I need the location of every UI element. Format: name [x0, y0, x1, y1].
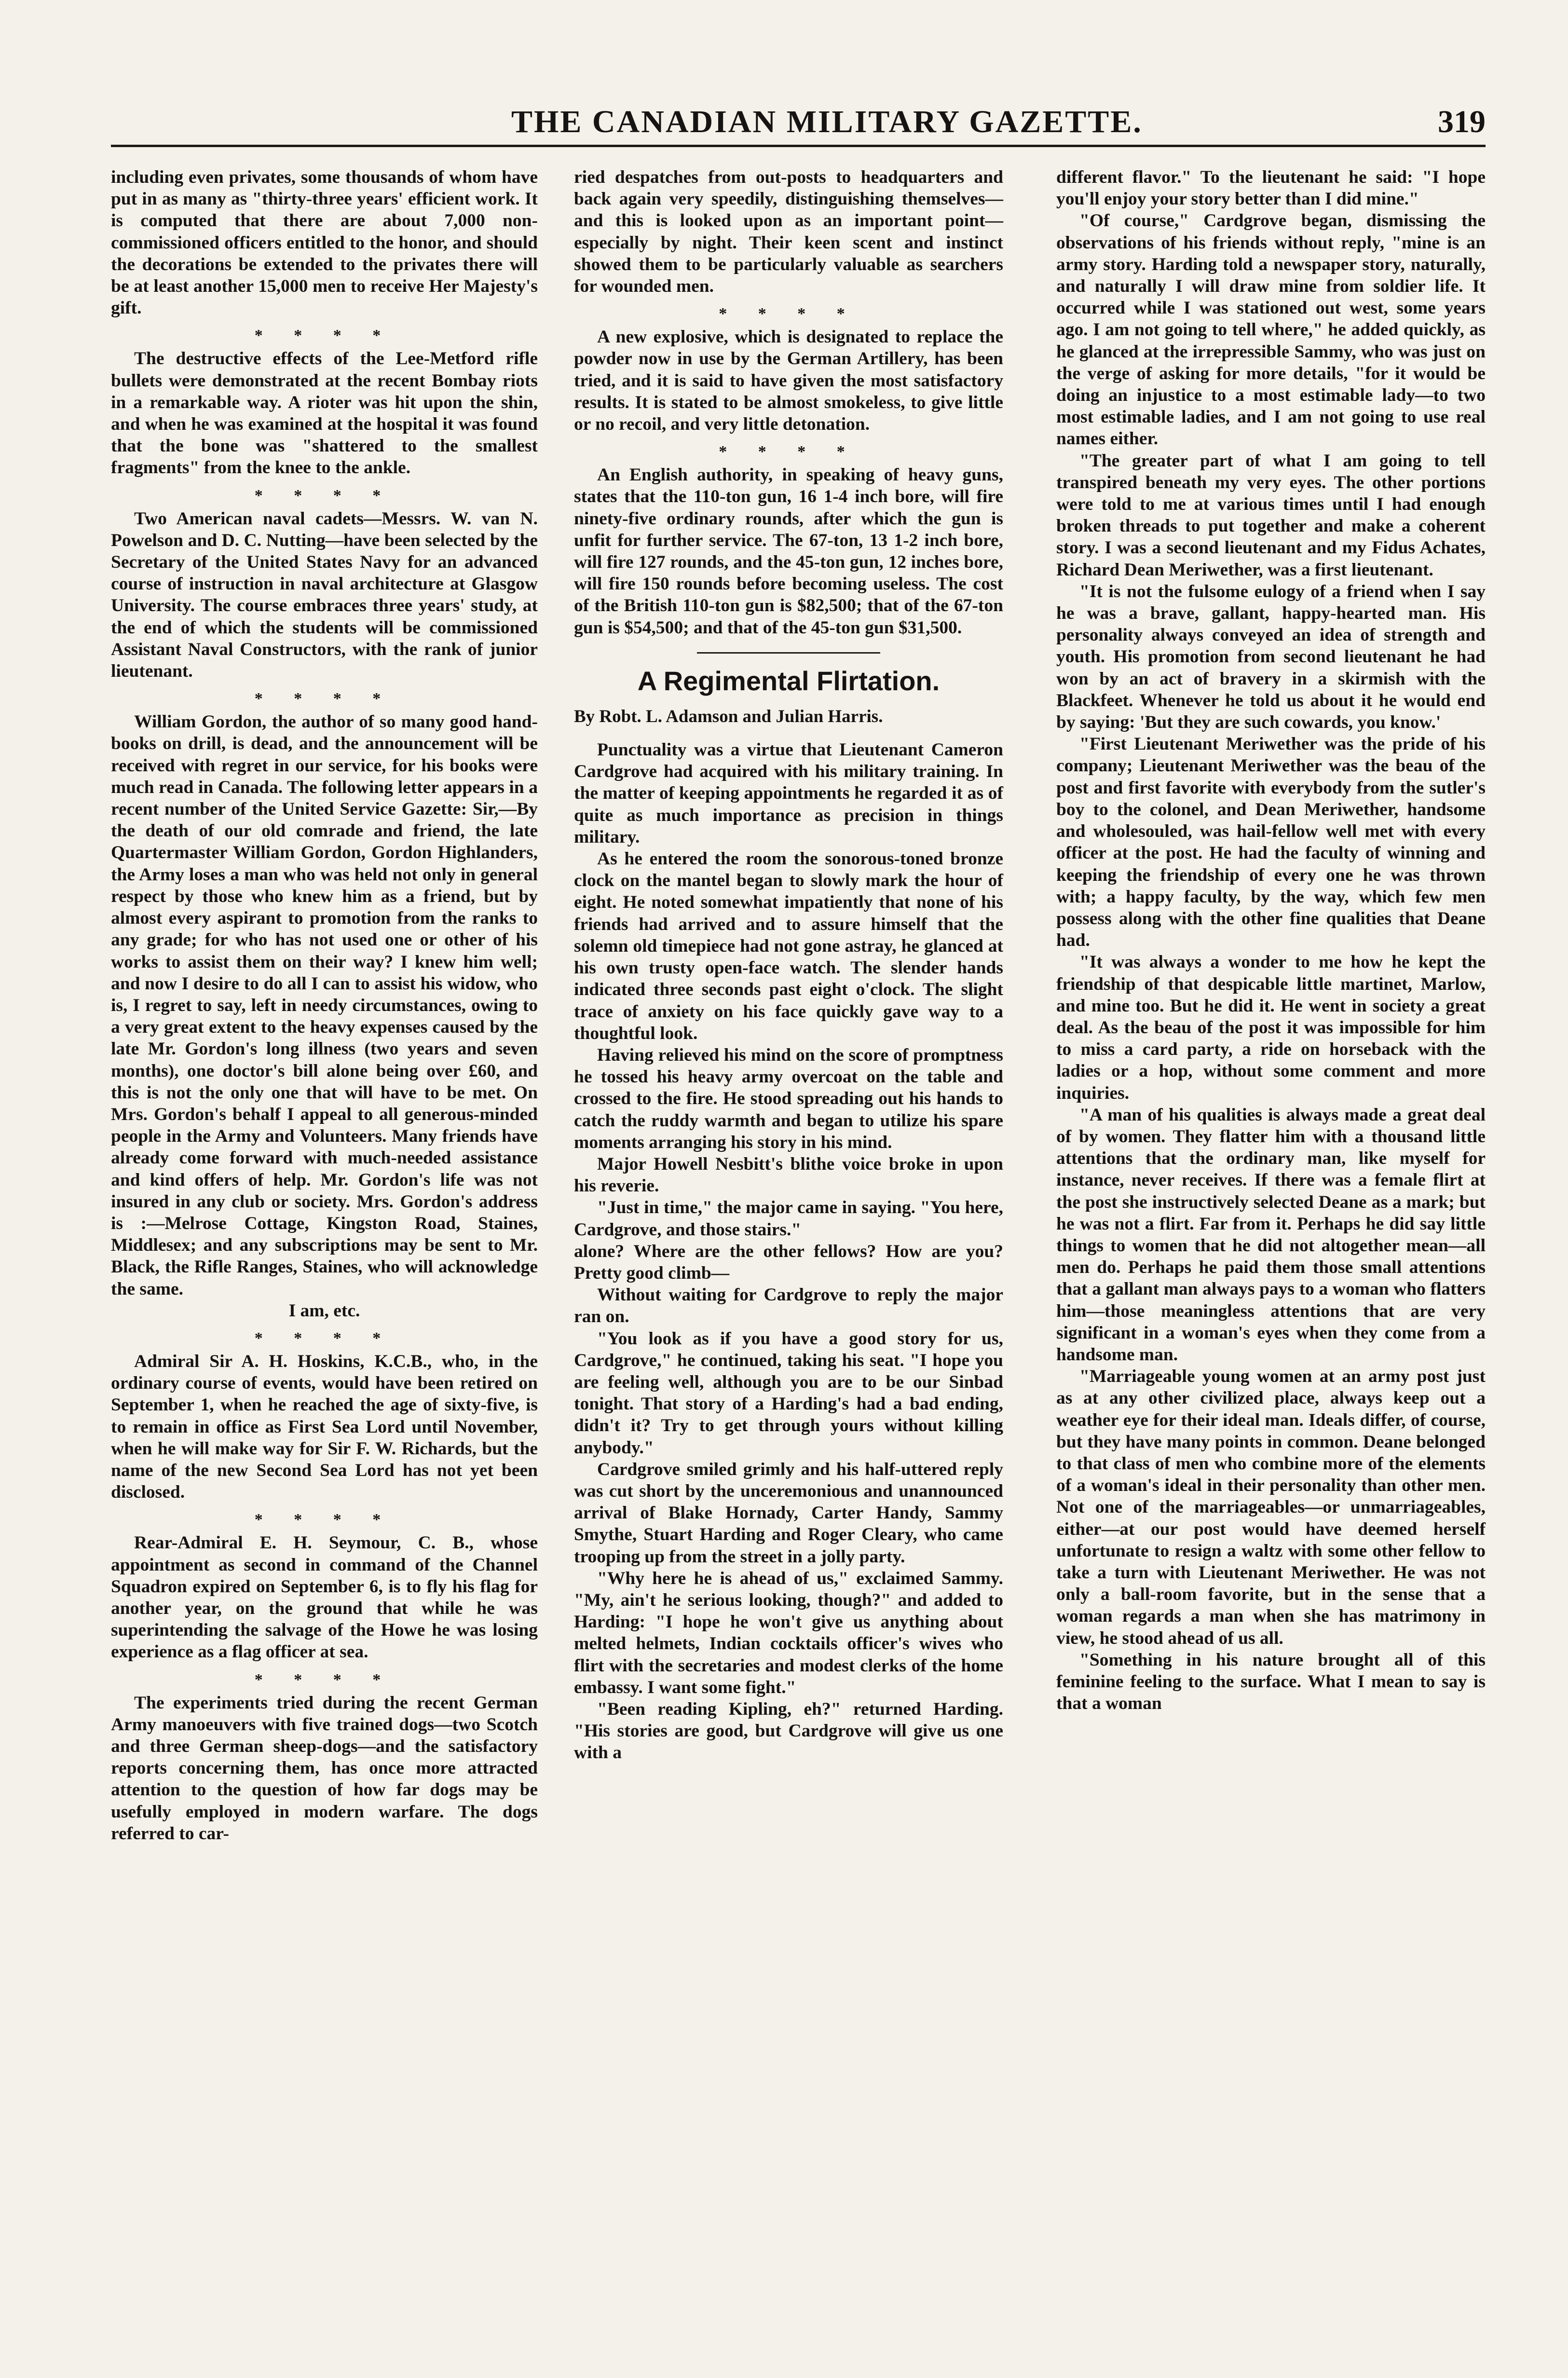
section-separator: * * * *: [254, 327, 395, 345]
article-paragraph: Having relieved his mind on the score of promptness he tossed his heavy army overcoat on the table and crossed to the fire. He stood spreading out his hands to catch the ruddy warmth and began to utilize his spare moments arranging his story in his mind.: [574, 1045, 1003, 1152]
section-separator: * * * *: [254, 690, 395, 708]
article-paragraph: As he entered the room the sonorous-toned bronze clock on the mantel began to slowly mark the hour of eight. He noted somewhat impatiently that none of his friends had arrived and to assure himself that the solemn old timepiece had not gone astray, he glanced at his own trusty open-face watch. The slender hands indicated three seconds past eight o'clock. The slight trace of anxiety on his face quickly gave way to a thoughtful look.: [574, 849, 1003, 1043]
news-item-naval-cadets: Two American naval cadets—Messrs. W. van N. Powelson and D. C. Nutting—have been selected by the Secretary of the United States Navy for an advanced course of instruction in naval architecture at Glasgow University. The course embraces three years' study, at the end of which the students will be commissioned Assistant Naval Constructors, with the rank of junior lieutenant.: [111, 508, 538, 682]
section-separator: * * * *: [254, 486, 395, 505]
column-2: [574, 166, 1003, 1764]
news-item-medals: including even privates, some thousands of whom have put in as many as "thirty-three years' efficient work. It is computed that there are about 7,000 non-commissioned officers entitled to the honor, and should the decorations be extended to the privates there will be at least another 15,000 men to receive Her Majesty's gift.: [111, 167, 538, 318]
article-paragraph: "Of course," Cardgrove began, dismissing the observations of his friends without reply, "mine is an army story. Harding told a newspaper story, naturally, and naturally I will draw mine from soldier life. It occurred while I was stationed out west, some years ago. I am not going to tell where," he added quickly, as he glanced at the irrepressible Sammy, who was just on the verge of asking for more details, "for it would be doing an injustice to a most estimable lady—to two most estimable ladies, and I am not going to use real names either.: [1056, 211, 1486, 449]
news-item-william-gordon: William Gordon, the author of so many good hand-books on drill, is dead, and the announcement will be received with regret in our service, for his books were much read in Canada. The following letter appears in a recent number of the United Service Gazette: Sir,—By the death of our old comrade and friend, the late Quartermaster William Gordon, Gordon Highlanders, the Army loses a man who was held not only in general respect by those who knew him as a friend, but by almost every aspirant to promotion from the ranks to any grade; for who has not used one or other of his works to assist them on their way? I knew him well; and now I desire to do all I can to assist his widow, who is, I regret to say, left in needy circumstances, owing to a very great extent to the heavy expenses caused by the late Mr. Gordon's long illness (two years and seven months), one doctor's bill alone being over £60, and this is not the only one that will have to be met. On Mrs. Gordon's behalf I appeal to all generous-minded people in the Army and Volunteers. Many friends have already come forward with much-needed assistance and kind offers of help. Mr. Gordon's life was not insured in any club or society. Mrs. Gordon's address is :—Melrose Cottage, Kingston Road, Staines, Middlesex; and any subscriptions may be sent to Mr. Black, the Rifle Ranges, Staines, who will acknowledge the same.: [111, 712, 538, 1299]
page-header: [111, 104, 1486, 147]
article-paragraph: "First Lieutenant Meriwether was the pride of his company; Lieutenant Meriwether was the beau of the post and first favorite with everybody from the sutler's boy to the colonel, and Dean Meriwether, handsome and wholesouled, was hail-fellow well met with every officer at the post. He had the faculty of winning and keeping the friendship of every one he was thrown with; a happy faculty, by the way, which few men possess along with the other fine qualities that Deane had.: [1056, 734, 1486, 951]
column-3: [1056, 166, 1486, 1714]
article-paragraph: "It is not the fulsome eulogy of a friend when I say he was a brave, gallant, happy-hearted man. His personality always conveyed an idea of strength and youth. His promotion from second lieutenant he had won by an act of bravery in a skirmish with the Blackfeet. Whenever he told us about it he would end by saying: 'But they are such cowards, you know.': [1056, 581, 1486, 733]
publication-title: THE CANADIAN MILITARY GAZETTE.: [511, 104, 1143, 139]
news-item-admiral-seymour: Rear-Admiral E. H. Seymour, C. B., whose appointment as second in command of the Channel Squadron expired on September 6, is to fly his flag for another year, on the ground that while he was superintending the salvage of the Howe he was losing experience as a flag officer at sea.: [111, 1533, 538, 1662]
article-paragraph: alone? Where are the other fellows? How are you? Pretty good climb—: [574, 1241, 1003, 1283]
section-separator: * * * *: [719, 305, 859, 323]
article-paragraph: "Something in his nature brought all of this feminine feeling to the surface. What I mean to say is that a woman: [1056, 1650, 1486, 1714]
article-paragraph: "Been reading Kipling, eh?" returned Harding. "His stories are good, but Cardgrove will give us one with a: [574, 1699, 1003, 1763]
news-item-dogs-continued: ried despatches from out-posts to headquarters and back again very speedily, distinguishing themselves—and this is looked upon as an important point—especially by night. Their keen scent and instinct showed them to be particularly valuable as searchers for wounded men.: [574, 167, 1003, 297]
article-paragraph: "Marriageable young women at an army post just as at any other civilized place, always keep out a weather eye for their ideal man. Ideals differ, of course, but they have many points in common. Deane belonged to that class of men who combine more of the elements of a woman's ideal in their personality than other men. Not one of the marriageables—or unmarriageables, either—at our post would have deemed herself unfortunate to resign a waltz with some other fellow to take a turn with Lieutenant Meriwether. He was not only a ball-room favorite, but in the sense that a woman regards a man when she has matrimony in view, he stood ahead of us all.: [1056, 1367, 1486, 1648]
article-paragraph: Without waiting for Cardgrove to reply the major ran on.: [574, 1285, 1003, 1327]
article-paragraph: Cardgrove smiled grimly and his half-uttered reply was cut short by the unceremonious and unannounced arrival of Blake Hornady, Carter Handy, Sammy Smythe, Stuart Harding and Roger Cleary, who came trooping up from the street in a jolly party.: [574, 1459, 1003, 1567]
column-1: [111, 166, 538, 1845]
article-title: A Regimental Flirtation.: [637, 665, 940, 696]
section-separator: * * * *: [719, 443, 859, 461]
section-separator: * * * *: [254, 1329, 395, 1347]
page-number: 319: [1438, 104, 1486, 139]
article-divider: [697, 652, 880, 654]
news-item-new-explosive: A new explosive, which is designated to replace the powder now in use by the German Artillery, has been tried, and it is said to have given the most satisfactory results. It is stated to be almost smokeless, to give little or no recoil, and very little detonation.: [574, 327, 1003, 435]
article-paragraph: "Why here he is ahead of us," exclaimed Sammy. "My, ain't he serious looking, though?" and added to Harding: "I hope he won't give us anything about melted helmets, Indian cocktails officer's wives who flirt with the secretaries and modest clerks of the home embassy. I want some fight.": [574, 1568, 1003, 1697]
article-byline: By Robt. L. Adamson and Julian Harris.: [574, 706, 883, 726]
article-paragraph: Major Howell Nesbitt's blithe voice broke in upon his reverie.: [574, 1154, 1003, 1196]
header-rule: [111, 145, 1486, 147]
news-item-army-dogs: The experiments tried during the recent German Army manoeuvers with five trained dogs—two Scotch and three German sheep-dogs—and the satisfactory reports concerning them, has once more attracted attention to the question of how far dogs may be usefully employed in modern warfare. The dogs referred to car-: [111, 1693, 538, 1844]
article-paragraph: "It was always a wonder to me how he kept the friendship of that despicable little martinet, Marlow, and mine too. But he did it. He went in society a great deal. As the beau of the post it was impossible for him to miss a card party, a ride on horseback with the ladies or a hop, without some comment and more inquiries.: [1056, 952, 1486, 1103]
section-separator: * * * *: [254, 1511, 395, 1529]
article-paragraph: "You look as if you have a good story for us, Cardgrove," he continued, taking his seat. "I hope you are feeling well, although you are to be our Sinbad tonight. That story of a Harding's had a bad ending, didn't it? Try to get through yours without killing anybody.": [574, 1328, 1003, 1458]
article-paragraph: "The greater part of what I am going to tell transpired beneath my very eyes. The other portions were told to me at various times until I had enough broken threads to put together and make a coherent story. I was a second lieutenant and my Fidus Achates, Richard Dean Meriwether, was a first lieutenant.: [1056, 451, 1486, 580]
news-item-heavy-guns: An English authority, in speaking of heavy guns, states that the 110-ton gun, 16 1-4 inch bore, will fire ninety-five ordinary rounds, after which the gun is unfit for further service. The 67-ton, 13 1-2 inch bore, will fire 127 rounds, and the 45-ton gun, 12 inches bore, will fire 150 rounds before becoming useless. The cost of the British 110-ton gun is $82,500; that of the 67-ton gun is $54,500; and that of the 45-ton gun $31,500.: [574, 465, 1003, 638]
news-item-admiral-hoskins: Admiral Sir A. H. Hoskins, K.C.B., who, in the ordinary course of events, would have been retired on September 1, when he reached the age of sixty-five, is to remain in office as First Sea Lord until November, when he will make way for Sir F. W. Richards, but the name of the new Second Sea Lord has not yet been disclosed.: [111, 1351, 538, 1503]
article-paragraph: "Just in time," the major came in saying. "You here, Cardgrove, and those stairs.": [574, 1198, 1003, 1240]
article-paragraph: Punctuality was a virtue that Lieutenant Cameron Cardgrove had acquired with his military training. In the matter of keeping appointments he regarded it as of quite as much importance as precision in things military.: [574, 740, 1003, 847]
article-paragraph: "A man of his qualities is always made a great deal of by women. They flatter him with a thousand little attentions that the ordinary man, like myself for instance, never receives. If there was a female flirt at the post she instructively selected Deane as a mark; but he was not a flirt. Far from it. Perhaps he did say little things to women that he did not altogether mean—all men do. Perhaps he paid them those small attentions that a gallant man always pays to a woman who flatters him—those meaningless attentions that are very significant in a woman's eyes when they come from a handsome man.: [1056, 1105, 1486, 1365]
letter-signoff: I am, etc.: [288, 1300, 360, 1321]
article-paragraph: different flavor." To the lieutenant he said: "I hope you'll enjoy your story better than I did mine.": [1056, 167, 1486, 209]
section-separator: * * * *: [254, 1670, 395, 1689]
news-item-lee-metford: The destructive effects of the Lee-Metford rifle bullets were demonstrated at the recent Bombay riots in a remarkable way. A rioter was hit upon the shin, and when he was examined at the hospital it was found that the bone was "shattered to the smallest fragments" from the knee to the ankle.: [111, 349, 538, 478]
